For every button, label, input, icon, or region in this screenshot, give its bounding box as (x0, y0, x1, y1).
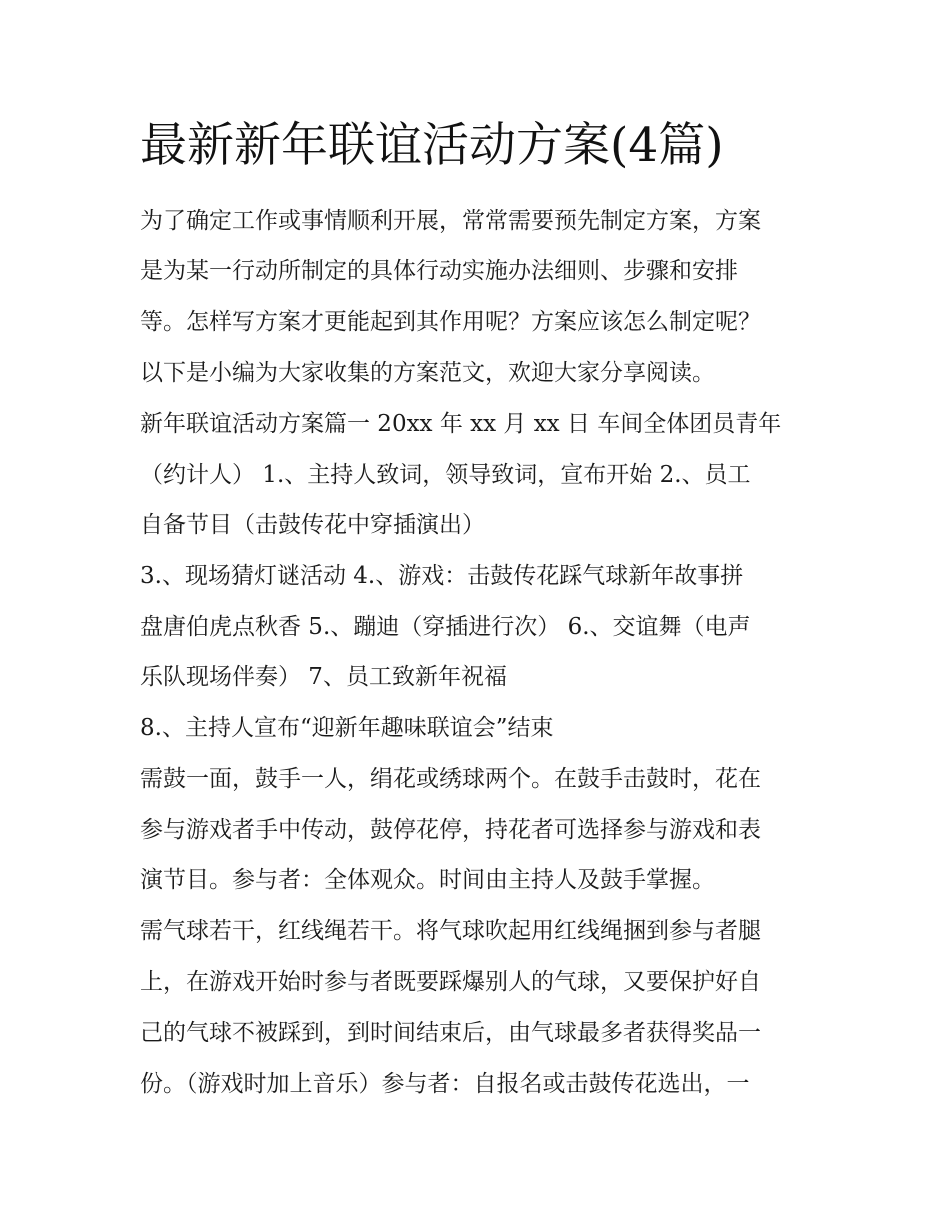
paragraph-line: （约计人） 1.、主持人致词，领导致词，宣布开始 2.、员工 (140, 462, 751, 488)
paragraph-line: 参与游戏者手中传动，鼓停花停，持花者可选择参与游戏和表 (140, 817, 761, 843)
paragraph-line: 己的气球不被踩到，到时间结束后，由气球最多者获得奖品一 (140, 1020, 761, 1046)
paragraph-line: 份。（游戏时加上音乐）参与者：自报名或击鼓传花选出，一 (140, 1071, 750, 1097)
paragraph-line: 新年联谊活动方案篇一 20xx 年 xx 月 xx 日 车间全体团员青年 (140, 411, 782, 437)
paragraph-line: 需鼓一面，鼓手一人，绢花或绣球两个。在鼓手击鼓时，花在 (140, 766, 761, 792)
paragraph-line: 是为某一行动所制定的具体行动实施办法细则、步骤和安排 (140, 258, 738, 284)
paragraph-line: 上，在游戏开始时参与者既要踩爆别人的气球，又要保护好自 (140, 969, 761, 995)
paragraph-line: 以下是小编为大家收集的方案范文，欢迎大家分享阅读。 (140, 360, 715, 386)
paragraph-line: 需气球若干，红线绳若干。将气球吹起用红线绳捆到参与者腿 (140, 918, 761, 944)
paragraph-line: 等。怎样写方案才更能起到其作用呢？方案应该怎么制定呢？ (140, 309, 761, 335)
paragraph-line: 为了确定工作或事情顺利开展，常常需要预先制定方案，方案 (140, 208, 761, 234)
paragraph-line: 乐队现场伴奏） 7、员工致新年祝福 (140, 664, 507, 690)
paragraph-line: 盘唐伯虎点秋香 5.、蹦迪（穿插进行次） 6.、交谊舞（电声 (140, 614, 751, 640)
paragraph-line: 自备节目（击鼓传花中穿插演出） (140, 512, 485, 538)
document-title: 最新新年联谊活动方案(4篇) (140, 118, 724, 173)
paragraph-line: 8.、主持人宣布“迎新年趣味联谊会”结束 (140, 715, 554, 741)
paragraph-line: 演节目。参与者：全体观众。时间由主持人及鼓手掌握。 (140, 867, 715, 893)
paragraph-line: 3.、现场猜灯谜活动 4.、游戏：击鼓传花踩气球新年故事拼 (140, 563, 744, 589)
